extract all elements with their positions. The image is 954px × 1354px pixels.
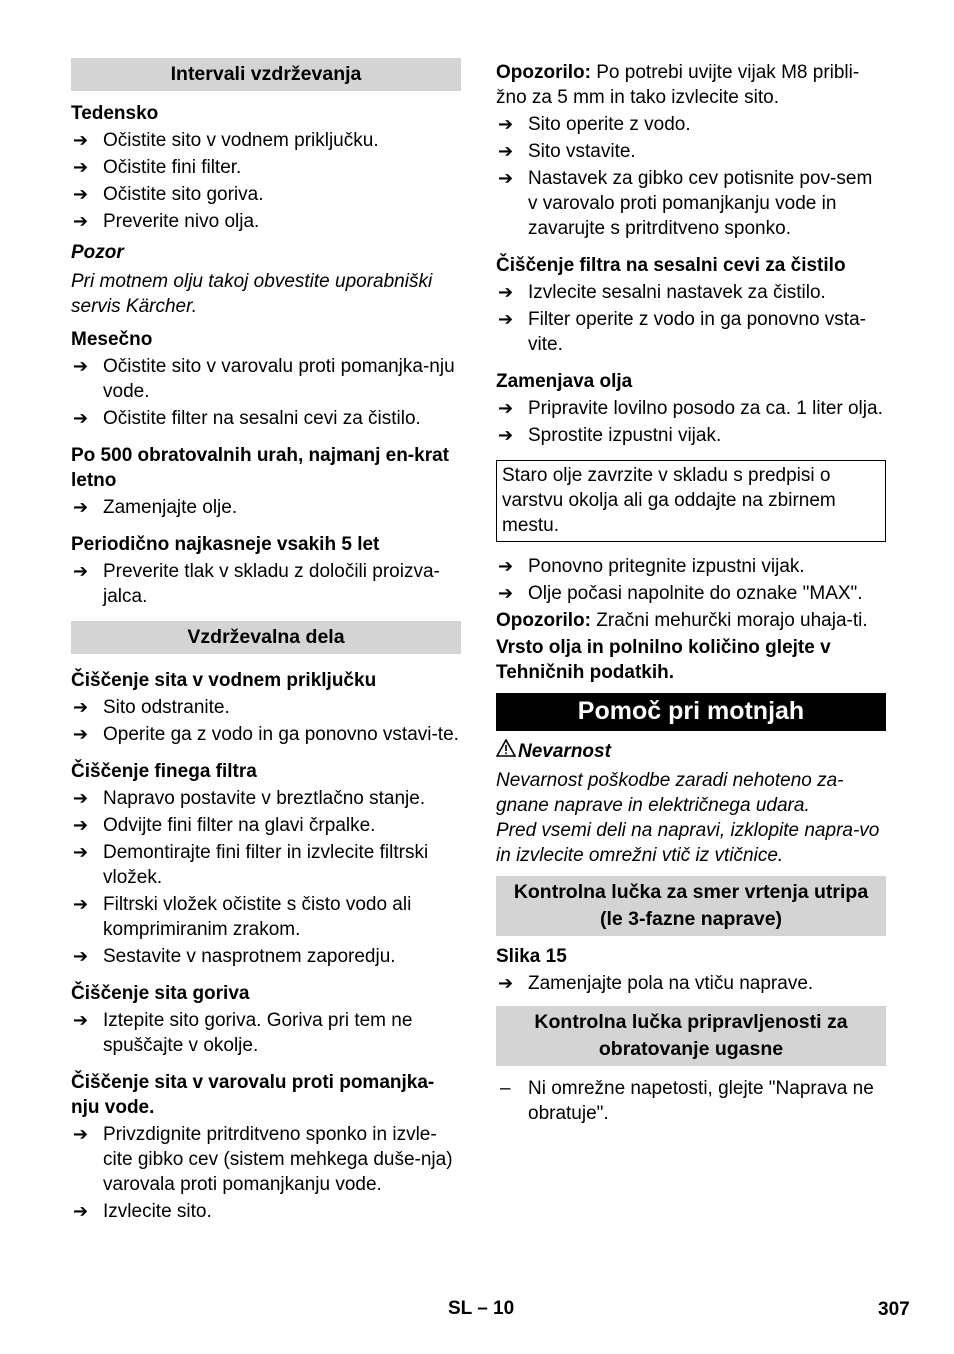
list-500-hours [71,495,461,520]
dash-bullet-icon: – [500,1078,511,1099]
caution-title: Pozor [71,242,124,263]
arrow-bullet-icon: ➔ [498,168,514,188]
arrow-bullet-icon: ➔ [73,157,89,177]
list-item-text: Iztepite sito goriva. Goriva pri tem ne spuščajte v okolje. [103,1010,413,1056]
list-item [496,396,886,421]
danger-text-1: Nevarnost poškodbe zaradi nehoteno za-gnane naprave in električnega udara. [496,770,844,816]
section-heading-ready-lamp: Kontrolna lučka pripravljenosti za obratovanje ugasne [496,1006,886,1066]
list-item-text: Preverite nivo olja. [103,211,260,232]
footer-page-number: 307 [878,1299,910,1320]
subheading-suction-filter: Čiščenje filtra na sesalni cevi za čistilo [496,255,846,276]
section-heading-intervals: Intervali vzdrževanja [71,58,461,91]
arrow-bullet-icon: ➔ [498,583,514,603]
arrow-bullet-icon: ➔ [73,356,89,376]
list-item [71,1199,461,1224]
footer-language-page: SL – 10 [448,1298,515,1319]
right-column [496,58,886,1126]
list-item [496,581,886,606]
arrow-bullet-icon: ➔ [73,130,89,150]
arrow-bullet-icon: ➔ [73,788,89,808]
subheading-fine-filter: Čiščenje finega filtra [71,761,257,782]
list-item [496,1076,886,1126]
arrow-bullet-icon: ➔ [73,561,89,581]
note-label: Opozorilo: [496,62,591,83]
list-item-text: Ponovno pritegnite izpustni vijak. [528,556,805,577]
list-item-text: Pripravite lovilno posodo za ca. 1 liter olja. [528,398,883,419]
section-heading-maintenance: Vzdrževalna dela [71,621,461,654]
list-item [496,307,886,357]
arrow-bullet-icon: ➔ [73,724,89,744]
list-oil-change-2 [496,554,886,606]
section-heading-rotation-lamp: Kontrolna lučka za smer vrtenja utripa (le 3-fazne naprave) [496,876,886,936]
list-item [71,722,461,747]
subheading-oil-change: Zamenjava olja [496,371,633,392]
arrow-bullet-icon: ➔ [498,309,514,329]
list-item-text: Očistite sito v varovalu proti pomanjka-nju vode. [103,356,455,402]
list-item-text: Operite ga z vodo in ga ponovno vstavi-te. [103,724,459,745]
list-item [71,1008,461,1058]
arrow-bullet-icon: ➔ [498,114,514,134]
list-item-text: Odvijte fini filter na glavi črpalke. [103,815,376,836]
subheading-water-sieve: Čiščenje sita v vodnem priključku [71,670,377,691]
arrow-bullet-icon: ➔ [73,815,89,835]
arrow-bullet-icon: ➔ [498,141,514,161]
arrow-bullet-icon: ➔ [73,408,89,428]
note-text: Zračni mehurčki morajo uhaja-ti. [590,610,868,631]
subheading-500-hours: Po 500 obratovalnih urah, najmanj en-krat letno [71,445,449,491]
list-weekly [71,128,461,234]
list-item [496,971,886,996]
arrow-bullet-icon: ➔ [498,973,514,993]
arrow-bullet-icon: ➔ [73,842,89,862]
list-item [71,840,461,890]
list-item-text: Privzdignite pritrditveno sponko in izvle-cite gibko cev (sistem mehkega duše-nja) varovala proti pomanjkanju vode. [103,1124,453,1195]
list-item-text: Zamenjajte olje. [103,497,238,518]
subheading-periodic: Periodično najkasneje vsakih 5 let [71,534,380,555]
list-item-text: Sito odstranite. [103,697,230,718]
note-text: Po potrebi uvijte vijak M8 pribli-žno za 5 mm in tako izvlecite sito. [496,62,860,108]
list-monthly [71,354,461,431]
list-item-text: Napravo postavite v breztlačno stanje. [103,788,426,809]
list-item [496,139,886,164]
figure-reference: Slika 15 [496,946,567,967]
list-fine-filter [71,786,461,969]
list-item-text: Sprostite izpustni vijak. [528,425,722,446]
list-item [71,209,461,234]
list-oil-change [496,396,886,448]
list-item-text: Očistite filter na sesalni cevi za čistilo. [103,408,421,429]
note-m8 [496,60,886,110]
list-item [71,1122,461,1197]
arrow-bullet-icon: ➔ [73,1010,89,1030]
oil-type-reference: Vrsto olja in polnilno količino glejte v Tehničnih podatkih. [496,637,831,683]
subheading-fuel-sieve: Čiščenje sita goriva [71,983,250,1004]
list-item [71,182,461,207]
list-ready-lamp [496,1076,886,1126]
danger-title-row [496,739,886,764]
list-suction-filter [496,280,886,357]
list-item-text: Filter operite z vodo in ga ponovno vsta-vite. [528,309,866,355]
list-item-text: Sestavite v nasprotnem zaporedju. [103,946,396,967]
list-item-text: Sito vstavite. [528,141,636,162]
danger-title: Nevarnost [518,741,611,762]
list-item [71,495,461,520]
list-item-text: Olje počasi napolnite do oznake "MAX". [528,583,863,604]
list-guard-sieve [71,1122,461,1224]
list-item [496,423,886,448]
list-item-text: Ni omrežne napetosti, glejte "Naprava ne obratuje". [528,1078,874,1124]
list-item-text: Filtrski vložek očistite s čisto vodo ali komprimiranim zrakom. [103,894,412,940]
list-item [71,813,461,838]
list-guard-continued [496,112,886,241]
list-item-text: Izvlecite sesalni nastavek za čistilo. [528,282,826,303]
arrow-bullet-icon: ➔ [73,184,89,204]
list-item-text: Očistite sito goriva. [103,184,264,205]
list-item [71,559,461,609]
list-item [496,166,886,241]
list-item-text: Sito operite z vodo. [528,114,691,135]
arrow-bullet-icon: ➔ [73,894,89,914]
note-label: Opozorilo: [496,610,591,631]
list-item [71,944,461,969]
list-item [71,155,461,180]
list-item [71,128,461,153]
arrow-bullet-icon: ➔ [498,425,514,445]
arrow-bullet-icon: ➔ [73,1201,89,1221]
environment-notice-box: Staro olje zavrzite v skladu s predpisi o varstvu okolja ali ga oddajte na zbirnem mestu. [496,460,886,542]
list-item [71,786,461,811]
list-item-text: Očistite fini filter. [103,157,242,178]
caution-text: Pri motnem olju takoj obvestite uporabniški servis Kärcher. [71,271,433,317]
arrow-bullet-icon: ➔ [498,556,514,576]
list-item-text: Izvlecite sito. [103,1201,212,1222]
subheading-monthly: Mesečno [71,329,153,350]
note-air-bubbles [496,608,886,633]
arrow-bullet-icon: ➔ [498,282,514,302]
list-fuel-sieve [71,1008,461,1058]
chapter-heading-troubleshooting: Pomoč pri motnjah [496,693,886,731]
list-item-text: Nastavek za gibko cev potisnite pov-sem v varovalo proti pomanjkanju vode in zavarujte s pritrditveno sponko. [528,168,873,239]
list-item-text: Demontirajte fini filter in izvlecite filtrski vložek. [103,842,429,888]
subheading-weekly: Tedensko [71,103,159,124]
warning-triangle-icon [496,739,518,764]
left-column [71,58,461,1224]
arrow-bullet-icon: ➔ [73,946,89,966]
list-periodic [71,559,461,609]
list-water-sieve [71,695,461,747]
list-item [496,554,886,579]
list-item [71,406,461,431]
list-item [71,695,461,720]
arrow-bullet-icon: ➔ [73,1124,89,1144]
list-item [496,280,886,305]
list-item-text: Očistite sito v vodnem priključku. [103,130,379,151]
list-item [71,354,461,404]
list-rotation-lamp [496,971,886,996]
subheading-guard-sieve: Čiščenje sita v varovalu proti pomanjka-nju vode. [71,1072,435,1118]
list-item-text: Preverite tlak v skladu z določili proizva-jalca. [103,561,440,607]
list-item [496,112,886,137]
arrow-bullet-icon: ➔ [498,398,514,418]
list-item-text: Zamenjajte pola na vtiču naprave. [528,973,814,994]
list-item [71,892,461,942]
arrow-bullet-icon: ➔ [73,697,89,717]
arrow-bullet-icon: ➔ [73,211,89,231]
arrow-bullet-icon: ➔ [73,497,89,517]
danger-text-2: Pred vsemi deli na napravi, izklopite napra-vo in izvlecite omrežni vtič iz vtičnice. [496,820,880,866]
